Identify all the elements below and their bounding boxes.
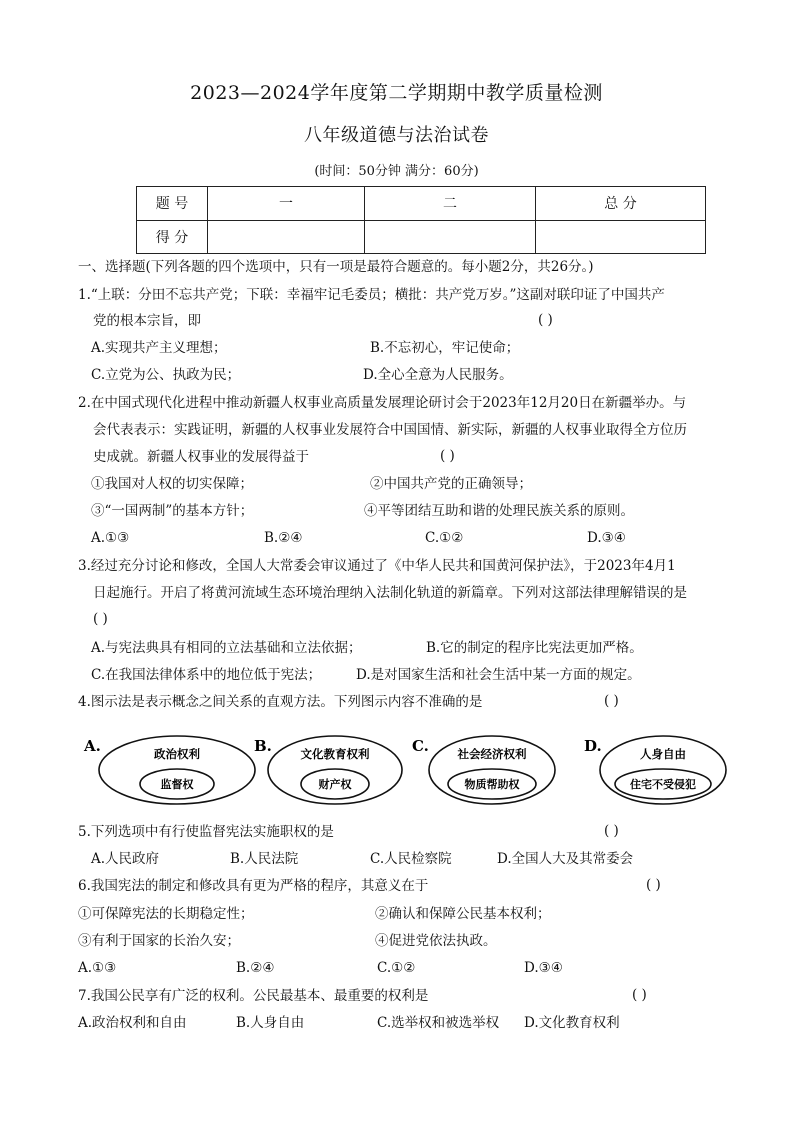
q1-option-b: B.不忘初心，牢记使命；: [370, 340, 520, 356]
q7-option-c: C.选举权和被选举权: [377, 1015, 500, 1031]
q2-option-c: C.①②: [425, 530, 464, 546]
q6-option-d: D.③④: [524, 960, 563, 976]
q5-stem-line1: 5.下列选项中有行使监督宪法实施职权的是: [78, 824, 334, 840]
q4-diagram-a: [83, 736, 255, 804]
score-cell: [365, 220, 536, 254]
q1-stem-line1: 1.“上联：分田不忘共产党；下联：幸福牢记毛委员；横批：共产党万岁。”这副对联印证了中国共产: [78, 287, 665, 303]
q4-diagram-b-outer-label: 文化教育权利: [300, 747, 370, 761]
q6-statement-4: ④促进党依法执政。: [375, 933, 497, 949]
q4-stem-line1: 4.图示法是表示概念之间关系的直观方法。下列图示内容不准确的是: [78, 694, 483, 710]
q5-answer-paren: ( ): [604, 823, 619, 839]
q4-diagram-a-outer-label: 政治权利: [154, 747, 200, 761]
q3-stem-line2: 日起施行。开启了将黄河流域生态环境治理纳入法制化轨道的新篇章。下列对这部法律理解错误的是: [93, 585, 687, 601]
q1-option-a: A.实现共产主义理想；: [91, 340, 227, 356]
q7-option-d: D.文化教育权利: [524, 1015, 620, 1031]
q4-answer-paren: ( ): [604, 693, 619, 709]
q5-option-d: D.全国人大及其常委会: [497, 851, 634, 867]
q2-answer-paren: ( ): [440, 448, 455, 464]
q6-option-c: C.①②: [377, 960, 416, 976]
q4-diagram-c-outer-label: 社会经济权利: [457, 747, 527, 761]
score-header-cell: 一: [208, 187, 365, 221]
q4-diagram-d: [584, 736, 726, 804]
q4-diagram-d-inner-label: 住宅不受侵犯: [630, 778, 696, 791]
score-cell: [536, 220, 706, 254]
q4-diagram-d-outer-label: 人身自由: [640, 747, 686, 761]
q4-diagram-b-inner-label: 财产权: [318, 778, 352, 791]
q6-option-a: A.①③: [78, 960, 117, 976]
q2-statement-3: ③“一国两制”的基本方针；: [91, 503, 254, 519]
q2-stem-line1: 2.在中国式现代化进程中推动新疆人权事业高质量发展理论研讨会于2023年12月20日在新疆举办。与: [78, 395, 687, 411]
q7-option-a: A.政治权利和自由: [78, 1015, 187, 1031]
score-table-header-row: [137, 187, 706, 221]
q2-stem-line3: 史成就。新疆人权事业的发展得益于: [93, 449, 309, 465]
q2-option-a: A.①③: [91, 530, 130, 546]
q4-diagram-a-inner-label: 监督权: [160, 778, 194, 791]
q1-option-c: C.立党为公、执政为民；: [91, 367, 241, 383]
q6-option-b: B.②④: [236, 960, 275, 976]
q3-stem-line1: 3.经过充分讨论和修改，全国人大常委会审议通过了《中华人民共和国黄河保护法》，于2023年4月1: [78, 558, 676, 574]
score-header-cell: 题 号: [137, 187, 208, 221]
score-header-cell: 二: [365, 187, 536, 221]
exam-title: 2023—2024学年度第二学期期中教学质量检测: [190, 82, 603, 104]
q4-diagram-c-inner-label: 物质帮助权: [464, 778, 520, 791]
q2-option-d: D.③④: [587, 530, 626, 546]
q7-option-b: B.人身自由: [236, 1015, 305, 1031]
q6-answer-paren: ( ): [646, 877, 661, 893]
exam-subtitle: 八年级道德与法治试卷: [304, 125, 489, 146]
score-cell: [208, 220, 365, 254]
q4-diagram-b-letter: B.: [254, 737, 272, 755]
q6-stem-line1: 6.我国宪法的制定和修改具有更为严格的程序，其意义在于: [78, 878, 429, 894]
q4-diagram-b: [254, 736, 402, 804]
q5-option-c: C.人民检察院: [370, 851, 452, 867]
q2-statement-2: ②中国共产党的正确领导；: [370, 476, 532, 492]
q4-diagram-d-letter: D.: [584, 737, 602, 755]
score-table-score-row: [137, 220, 706, 254]
q3-option-a: A.与宪法典具有相同的立法基础和立法依据；: [91, 640, 362, 656]
q4-diagram-c: [412, 736, 555, 804]
q1-stem-line2: 党的根本宗旨，即: [93, 313, 201, 329]
exam-info: (时间：50分钟 满分：60分): [314, 164, 479, 179]
score-table: [136, 186, 706, 254]
q6-statement-2: ②确认和保障公民基本权利；: [375, 906, 551, 922]
q4-diagrams: [80, 735, 730, 807]
q6-statement-1: ①可保障宪法的长期稳定性；: [78, 906, 254, 922]
q2-statement-1: ①我国对人权的切实保障；: [91, 476, 253, 492]
score-header-cell: 总 分: [536, 187, 706, 221]
q3-option-d: D.是对国家生活和社会生活中某一方面的规定。: [356, 667, 641, 683]
q5-option-a: A.人民政府: [91, 851, 160, 867]
q2-stem-line2: 会代表表示：实践证明，新疆的人权事业发展符合中国国情、新实际，新疆的人权事业取得全方位历: [93, 422, 687, 438]
q3-option-b: B.它的制定的程序比宪法更加严格。: [426, 640, 643, 656]
q2-statement-4: ④平等团结互助和谐的处理民族关系的原则。: [364, 503, 634, 519]
q7-stem-line1: 7.我国公民享有广泛的权利。公民最基本、最重要的权利是: [78, 988, 429, 1004]
q7-answer-paren: ( ): [632, 987, 647, 1003]
q1-answer-paren: ( ): [538, 312, 553, 328]
q6-statement-3: ③有利于国家的长治久安；: [78, 933, 240, 949]
section1-heading: 一、选择题(下列各题的四个选项中，只有一项是最符合题意的。每小题2分，共26分。): [78, 259, 594, 275]
score-row-label: 得 分: [137, 220, 208, 254]
q1-option-d: D.全心全意为人民服务。: [363, 367, 513, 383]
q3-option-c: C.在我国法律体系中的地位低于宪法；: [91, 667, 322, 683]
q4-diagram-a-letter: A.: [84, 737, 101, 755]
q4-diagram-c-letter: C.: [412, 737, 429, 755]
q5-option-b: B.人民法院: [230, 851, 299, 867]
q2-option-b: B.②④: [264, 530, 303, 546]
q3-answer-paren: ( ): [93, 611, 108, 627]
